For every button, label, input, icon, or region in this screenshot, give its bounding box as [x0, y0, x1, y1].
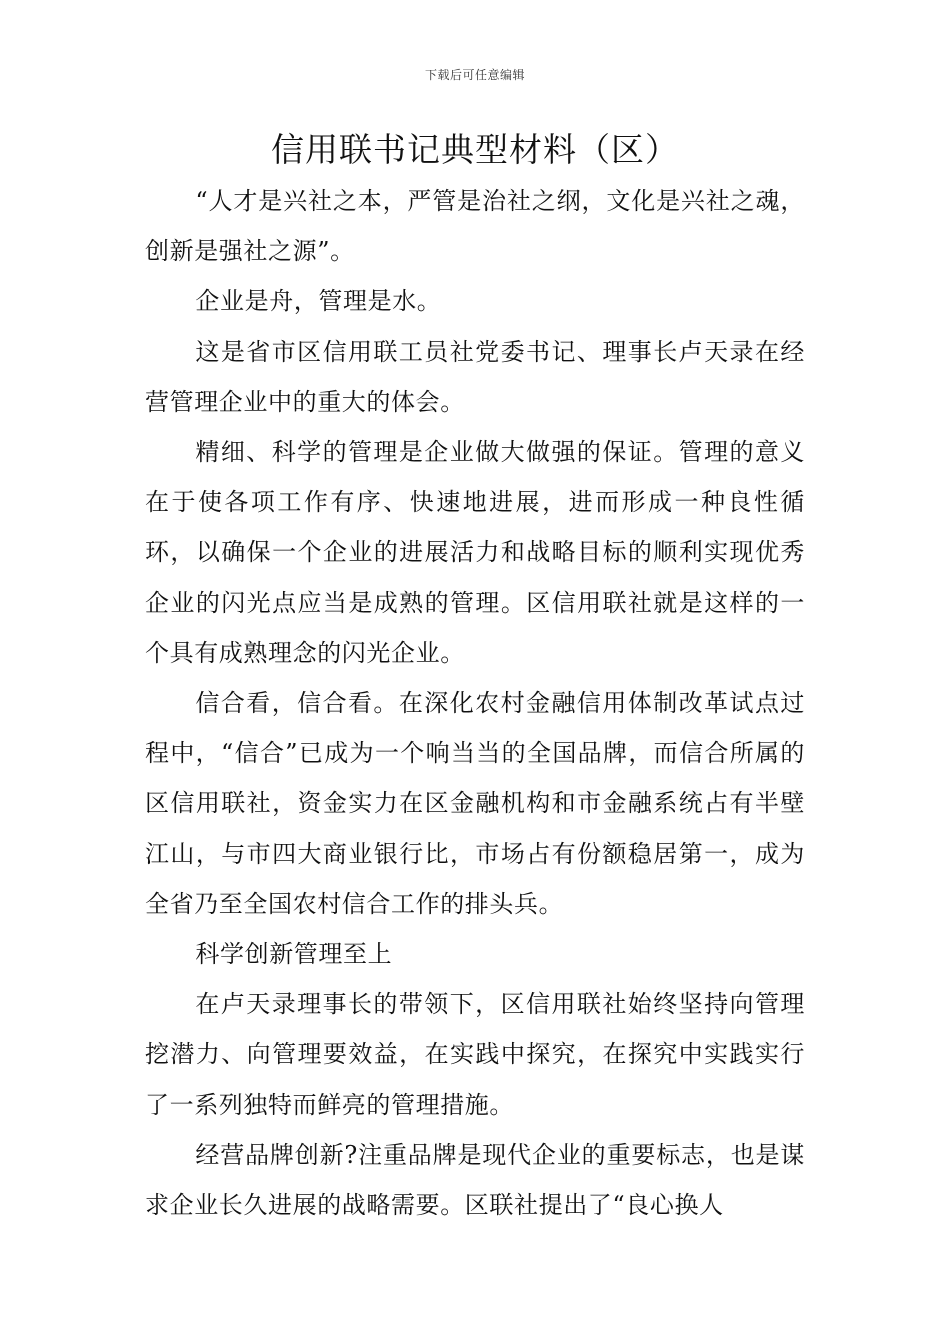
paragraph: 这是省市区信用联工员社党委书记、理事长卢天录在经营管理企业中的重大的体会。: [145, 337, 805, 416]
paragraph: 信合看，信合看。在深化农村金融信用体制改革试点过程中，“信合”已成为一个响当当的全国品牌，而信合所属的区信用联社，资金实力在区金融机构和市金融系统占有半壁江山，与市四大商业银行比，市场占有份额稳居第一，成为全省乃至全国农村信合工作的排头兵。: [145, 689, 805, 918]
section-heading: 科学创新管理至上: [195, 940, 393, 969]
paragraph: “人才是兴社之本，严管是治社之纲，文化是兴社之魂，创新是强社之源”。: [145, 187, 805, 266]
document-title: 信用联书记典型材料（区）: [271, 130, 679, 169]
paragraph: 经营品牌创新?注重品牌是现代企业的重要标志，也是谋求企业长久进展的战略需要。区联社提出了“良心换人: [145, 1140, 805, 1220]
paragraph: 在卢天录理事长的带领下，区信用联社始终坚持向管理挖潜力、向管理要效益，在实践中探究，在探究中实践实行了一系列独特而鲜亮的管理措施。: [145, 990, 805, 1119]
paragraph: 精细、科学的管理是企业做大做强的保证。管理的意义在于使各项工作有序、快速地进展，进而形成一种良性循环，以确保一个企业的进展活力和战略目标的顺利实现优秀企业的闪光点应当是成熟的管理。区信用联社就是这样的一个具有成熟理念的闪光企业。: [145, 438, 805, 667]
paragraph: 企业是舟，管理是水。: [195, 287, 442, 316]
document-body: [145, 176, 805, 1230]
header-note: 下载后可任意编辑: [424, 68, 525, 82]
